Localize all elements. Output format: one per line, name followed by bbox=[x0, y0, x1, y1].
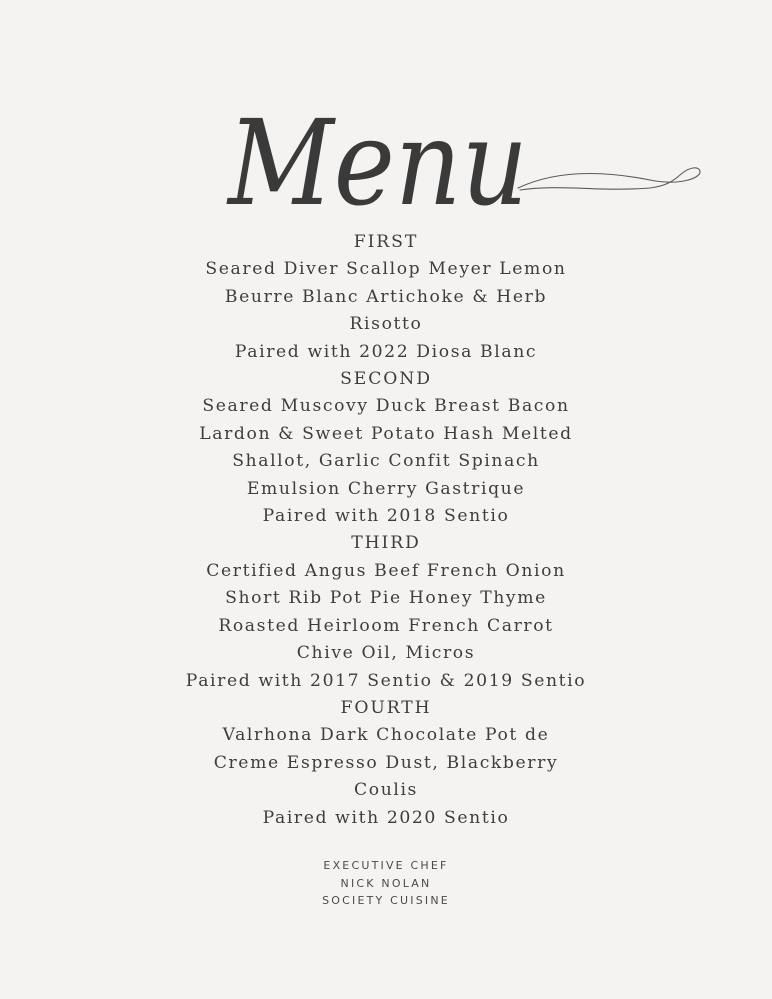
dish-line: Certified Angus Beef French Onion bbox=[206, 560, 566, 581]
course-heading-third: THIRD bbox=[351, 533, 421, 554]
dish-line: Shallot, Garlic Confit Spinach bbox=[232, 451, 540, 472]
wine-pairing: Paired with 2018 Sentio bbox=[262, 506, 510, 527]
dish-line: Seared Diver Scallop Meyer Lemon bbox=[205, 259, 567, 280]
menu-title-script bbox=[0, 80, 772, 230]
wine-pairing: Paired with 2020 Sentio bbox=[262, 807, 510, 828]
chef-company: SOCIETY CUISINE bbox=[322, 894, 450, 907]
dish-line: Beurre Blanc Artichoke & Herb bbox=[224, 286, 548, 307]
wine-pairing: Paired with 2022 Diosa Blanc bbox=[234, 341, 538, 362]
course-heading-first: FIRST bbox=[353, 232, 419, 252]
menu-title bbox=[0, 80, 772, 230]
dish-line: Chive Oil, Micros bbox=[296, 643, 476, 664]
title-text: Menu bbox=[226, 94, 529, 230]
course-heading-second: SECOND bbox=[340, 369, 432, 390]
dish-line: Seared Muscovy Duck Breast Bacon bbox=[202, 396, 570, 417]
chef-role: EXECUTIVE CHEF bbox=[323, 859, 449, 872]
dish-line: Emulsion Cherry Gastrique bbox=[246, 478, 526, 499]
dish-line: Roasted Heirloom French Carrot bbox=[218, 615, 554, 636]
chef-name: NICK NOLAN bbox=[340, 876, 432, 890]
dish-line: Creme Espresso Dust, Blackberry bbox=[213, 752, 559, 773]
dish-line: Risotto bbox=[349, 314, 423, 335]
wine-pairing: Paired with 2017 Sentio & 2019 Sentio bbox=[185, 670, 587, 691]
chef-credit bbox=[0, 857, 772, 910]
course-heading-fourth: FOURTH bbox=[340, 697, 432, 718]
dish-line: Coulis bbox=[354, 780, 418, 801]
dish-line: Lardon & Sweet Potato Hash Melted bbox=[199, 423, 573, 444]
title-flourish bbox=[518, 168, 700, 190]
dish-line: Valrhona Dark Chocolate Pot de bbox=[222, 725, 550, 746]
courses-list bbox=[0, 229, 772, 832]
dish-line: Short Rib Pot Pie Honey Thyme bbox=[225, 588, 547, 609]
